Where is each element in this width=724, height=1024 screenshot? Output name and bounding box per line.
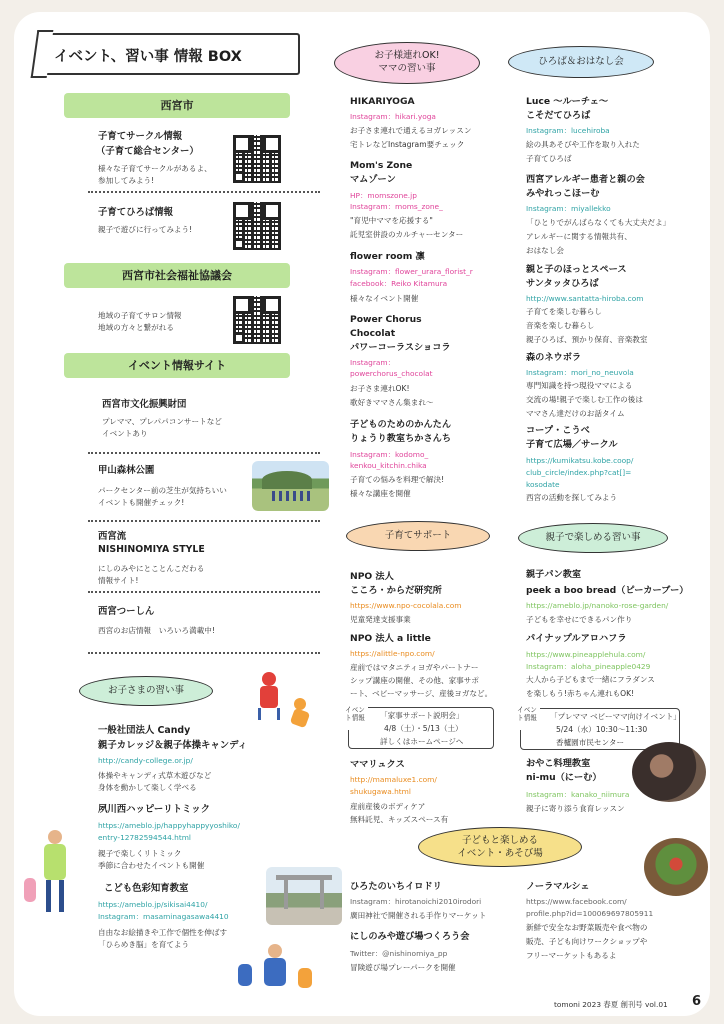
moms-desc: "育児中ママを応援する" bbox=[350, 216, 433, 225]
mamalux-desc: 産前産後のボディケア bbox=[350, 802, 426, 811]
style-desc: にしのみやにとことんこだわる bbox=[98, 564, 205, 573]
happy-link-2[interactable]: entry-12782594544.html bbox=[98, 833, 191, 842]
moms-title: Mom's Zone bbox=[350, 160, 413, 171]
chorus-desc: お子さま連れOK! bbox=[350, 384, 410, 393]
peek-title: 親子パン教室 bbox=[526, 569, 582, 580]
little-desc-3: ート、ベビーマッサージ、産後ヨガなど。 bbox=[350, 689, 493, 698]
color-title: こども色彩知育教室 bbox=[104, 883, 189, 894]
kid-legs bbox=[258, 708, 280, 720]
oyako-label: 親子で楽しめる習い事 bbox=[545, 532, 641, 543]
hiroba-title: 子育てひろば情報 bbox=[98, 207, 174, 218]
santa-title-2: サンタッタひろば bbox=[526, 278, 599, 289]
bunka-title: 西宮市文化振興財団 bbox=[102, 399, 187, 410]
pine-event-date: 5/24（水）10:30～11:30 bbox=[556, 725, 648, 734]
happy-desc-2: 季節に合わせたイベントも開催 bbox=[98, 861, 205, 870]
pine-instagram[interactable]: Instagram：aloha_pineapple0429 bbox=[526, 662, 651, 671]
tsushin-desc: 西宮のお店情報 いろいろ満載中! bbox=[98, 626, 215, 635]
tsushin-title: 西宮つーしん bbox=[98, 606, 155, 617]
circle-title-2: （子育て総合センター） bbox=[96, 146, 199, 157]
irodori-desc: 廣田神社で開催される手作りマーケット bbox=[350, 911, 487, 920]
qr-code-hiroba[interactable] bbox=[233, 202, 281, 250]
kitchen-title-2: りょうり教室ちかさんち bbox=[350, 433, 452, 444]
luce-instagram[interactable]: Instagram：lucehiroba bbox=[526, 126, 610, 135]
kabuto-desc: パークセンター前の芝生が気持ちいい bbox=[98, 486, 227, 495]
divider bbox=[88, 591, 320, 593]
nora-desc-2: 販売、子ども向けワークショップや bbox=[526, 937, 648, 946]
little-desc-2: シップ講座の開催、その他、家事サポ bbox=[350, 676, 479, 685]
family-illustration-left bbox=[22, 830, 78, 920]
circle-title: 子育てサークル情報 bbox=[98, 131, 183, 142]
pine-link[interactable]: https://www.pineapplehula.com/ bbox=[526, 650, 646, 659]
family-child bbox=[238, 964, 252, 986]
little-desc: 産前ではマタニティヨガやパートナー bbox=[350, 663, 479, 672]
candy-desc: 体操やキャンディ式草木遊びなど bbox=[98, 771, 212, 780]
mamalux-desc-2: 無料託児、キッズスペース有 bbox=[350, 815, 449, 824]
park-hill bbox=[262, 471, 312, 489]
flower-instagram[interactable]: Instagram：flower_urara_florist_r bbox=[350, 267, 473, 276]
luce-title-2: こそだてひろば bbox=[526, 110, 591, 121]
child-figure bbox=[24, 878, 36, 902]
asobi-bubble bbox=[418, 827, 582, 867]
coop-link[interactable]: https://kumikatsu.kobe.coop/ bbox=[526, 456, 634, 465]
section-shakyo: 西宮市社会福祉協議会 bbox=[64, 263, 290, 288]
pine-desc-2: を楽しもう!赤ちゃん連れもOK! bbox=[526, 689, 635, 698]
nimu-title: おやこ料理教室 bbox=[526, 758, 591, 769]
coop-desc: 西宮の活動を探してみよう bbox=[526, 493, 618, 502]
luce-title: Luce ～ルーチェ～ bbox=[526, 96, 609, 107]
style-title-2: NISHINOMIYA STYLE bbox=[98, 544, 205, 555]
pine-desc: 大人から子どもまで一緒にフラダンス bbox=[526, 675, 655, 684]
moms-instagram[interactable]: Instagram：moms_zone_ bbox=[350, 202, 443, 211]
nora-link[interactable]: https://www.facebook.com/ bbox=[526, 897, 627, 906]
style-title: 西宮流 bbox=[98, 531, 127, 542]
kitchen-title: 子どものためのかんたん bbox=[350, 419, 452, 430]
vegetable-photo bbox=[644, 838, 708, 896]
little-event: 「家事サポート説明会」 bbox=[380, 711, 464, 720]
nimu-title-2: ni-mu（にーむ） bbox=[526, 772, 602, 783]
asobi-bubble-line2: イベント・あそび場 bbox=[457, 848, 543, 859]
allergy-desc-2: アレルギーに関する情報共有、 bbox=[526, 232, 632, 241]
shakyo-desc: 地域の子育てサロン情報 bbox=[98, 311, 182, 320]
kid-body-orange bbox=[290, 708, 311, 729]
color-link[interactable]: https://ameblo.jp/sikisai4410/ bbox=[98, 900, 208, 909]
cooking-photo bbox=[632, 742, 706, 802]
color-desc: 自由なお絵描きや工作で個性を伸ばす bbox=[98, 928, 228, 937]
chorus-instagram[interactable]: Instagram： bbox=[350, 358, 395, 367]
family-adult-body bbox=[264, 958, 286, 986]
oyako-bubble bbox=[518, 523, 668, 553]
section-event-sites: イベント情報サイト bbox=[64, 353, 290, 378]
moms-lessons-bubble bbox=[334, 42, 480, 84]
kabuto-desc-2: イベントも開催チェック! bbox=[98, 498, 185, 507]
luce-desc-2: 子育てひろば bbox=[526, 154, 572, 163]
circle-desc-2: 参加してみよう! bbox=[98, 176, 155, 185]
family-child-2 bbox=[298, 968, 312, 988]
moms-bubble-line1: お子様連れOK! bbox=[374, 50, 440, 61]
cocola-link[interactable]: https://www.npo-cocolala.com bbox=[350, 601, 462, 610]
mori-desc: 専門知識を持つ現役ママによる bbox=[526, 381, 633, 390]
allergy-instagram[interactable]: Instagram：miyallekko bbox=[526, 204, 611, 213]
little-event-note: 詳しくはホームページへ bbox=[380, 737, 464, 746]
irodori-title: ひろたのいちイロドリ bbox=[350, 881, 442, 892]
asobi-desc: 冒険遊び場プレーパークを開催 bbox=[350, 963, 456, 972]
hikari-desc-2: 宅トレなどInstagram要チェック bbox=[350, 140, 465, 149]
happy-link[interactable]: https://ameblo.jp/happyhappyyoshiko/ bbox=[98, 821, 240, 830]
hiroba-bubble-label: ひろば＆おはなし会 bbox=[538, 56, 624, 67]
support-bubble bbox=[346, 521, 490, 551]
irodori-instagram[interactable]: Instagram：hirotanoichi2010irodori bbox=[350, 897, 482, 906]
allergy-title-2: みやれっこほーむ bbox=[526, 188, 600, 199]
mori-desc-2: 交流の場!親子で楽しむ工作の後は bbox=[526, 395, 643, 404]
page-number: 6 bbox=[692, 994, 702, 1009]
mori-desc-3: ママさん達だけのお話タイム bbox=[526, 409, 625, 418]
mori-title: 森のネウボラ bbox=[526, 352, 582, 363]
shrine-photo bbox=[266, 867, 342, 925]
hiroba-bubble bbox=[508, 46, 654, 78]
circle-desc: 様々な子育てサークルがあるよ、 bbox=[98, 164, 212, 173]
section-nishinomiya: 西宮市 bbox=[64, 93, 290, 118]
kid-body-red bbox=[260, 686, 278, 708]
cocola-title: NPO 法人 bbox=[350, 571, 394, 582]
pine-event-tag: イベント情報 bbox=[514, 704, 540, 730]
nimu-desc: 親子に寄り添う食育レッスン bbox=[526, 804, 625, 813]
kid-figure-red bbox=[262, 672, 276, 686]
flower-title: flower room 凛 bbox=[350, 251, 425, 262]
nora-desc-3: フリーマーケットもあるよ bbox=[526, 951, 617, 960]
santa-title: 親と子のほっとスペース bbox=[526, 264, 627, 275]
kids-lessons-label: お子さまの習い事 bbox=[107, 685, 184, 696]
pine-event: 「プレママ ベビーママ向けイベント」 bbox=[550, 712, 681, 721]
park-people bbox=[272, 491, 312, 501]
divider bbox=[88, 520, 320, 522]
mamalux-link-2[interactable]: shukugawa.html bbox=[350, 787, 411, 796]
asobi-twitter[interactable]: Twitter：@nishinomiya_pp bbox=[350, 949, 448, 958]
person-body bbox=[44, 844, 66, 880]
kitchen-desc: 子育ての悩みを料理で解決! bbox=[350, 475, 445, 484]
luce-desc: 絵の具あそびや工作を取り入れた bbox=[526, 140, 640, 149]
chorus-instagram-2[interactable]: powerchorus_chocolat bbox=[350, 369, 433, 378]
cocola-desc: 児童発達支援事業 bbox=[350, 615, 411, 624]
little-title: NPO 法人 a little bbox=[350, 633, 431, 644]
peek-title-2: peek a boo bread（ピーカーブー） bbox=[526, 585, 689, 596]
nimu-instagram[interactable]: Instagram：kanako_niimura bbox=[526, 790, 630, 799]
kabuto-title: 甲山森林公園 bbox=[98, 465, 155, 476]
hikari-instagram[interactable]: Instagram：hikari.yoga bbox=[350, 112, 436, 121]
divider bbox=[88, 452, 320, 454]
torii-posts bbox=[284, 879, 324, 909]
santa-desc-2: 音楽を楽しむ暮らし bbox=[526, 321, 595, 330]
qr-code-shakyo[interactable] bbox=[233, 296, 281, 344]
hikari-desc: お子さま連れで通えるヨガレッスン bbox=[350, 126, 472, 135]
divider bbox=[88, 191, 320, 193]
chorus-desc-2: 歌好きママさん集まれ～ bbox=[350, 398, 434, 407]
coop-title: コープ・こうべ bbox=[526, 425, 590, 436]
qr-code-circle[interactable] bbox=[233, 135, 281, 183]
chorus-title-2: Chocolat bbox=[350, 328, 396, 339]
nora-link-2[interactable]: profile.php?id=100069697805911 bbox=[526, 909, 654, 918]
kids-illustration bbox=[248, 668, 326, 734]
santa-link[interactable]: http://www.santatta-hiroba.com bbox=[526, 294, 644, 303]
asobi-title: にしのみや遊び場つくろう会 bbox=[350, 931, 470, 942]
chorus-title: Power Chorus bbox=[350, 314, 422, 325]
little-link[interactable]: https://alittle-npo.com/ bbox=[350, 649, 435, 658]
allergy-desc-3: おはなし会 bbox=[526, 246, 564, 255]
flower-desc: 様々なイベント開催 bbox=[350, 294, 419, 303]
moms-bubble-line2: ママの習い事 bbox=[378, 63, 436, 74]
family-illustration-bottom bbox=[232, 944, 324, 1010]
bunka-desc-2: イベントあり bbox=[102, 429, 148, 438]
hikari-title: HIKARIYOGA bbox=[350, 96, 415, 107]
pine-title: パイナップルアロハフラ bbox=[526, 633, 627, 644]
santa-desc-3: 親子ひろば、預かり保育、音楽教室 bbox=[526, 335, 648, 344]
moms-title-2: マムゾーン bbox=[350, 174, 396, 185]
allergy-desc: 「ひとりでがんばらなくても大丈夫だよ」 bbox=[526, 218, 671, 227]
person-legs bbox=[46, 880, 64, 912]
coop-link-3[interactable]: kosodate bbox=[526, 480, 560, 489]
moms-hp[interactable]: HP：momszone.jp bbox=[350, 191, 417, 200]
santa-desc: 子育てを楽しむ暮らし bbox=[526, 307, 602, 316]
peek-link[interactable]: https://ameblo.jp/nanoko-rose-garden/ bbox=[526, 601, 669, 610]
cocola-title-2: こころ・からだ研究所 bbox=[350, 585, 442, 596]
asobi-bubble-line1: 子どもと楽しめる bbox=[461, 835, 538, 846]
candy-title: 一般社団法人 Candy bbox=[98, 725, 191, 736]
chorus-title-3: パワーコーラスショコラ bbox=[350, 342, 451, 353]
candy-link[interactable]: http://candy-college.or.jp/ bbox=[98, 756, 193, 765]
moms-desc-2: 託児室併設のカルチャーセンター bbox=[350, 230, 464, 239]
nora-title: ノーラマルシェ bbox=[526, 881, 590, 892]
kitchen-desc-2: 様々な講座を開催 bbox=[350, 489, 411, 498]
family-adult bbox=[268, 944, 282, 958]
mamalux-link[interactable]: http://mamaluxe1.com/ bbox=[350, 775, 437, 784]
peek-desc: 子どもを幸せにできるパン作り bbox=[526, 615, 633, 624]
bunka-desc: プレママ、プレパパコンサートなど bbox=[102, 417, 222, 426]
happy-title: 夙川西ハッピーリトミック bbox=[98, 804, 210, 815]
little-event-date: 4/8（土）・5/13（土） bbox=[384, 724, 463, 733]
candy-desc-2: 身体を動かして楽しく学べる bbox=[98, 783, 197, 792]
footer-publication: tomoni 2023 春夏 創刊号 vol.01 bbox=[554, 1000, 668, 1009]
kitchen-instagram-2[interactable]: kenkou_kitchin.chika bbox=[350, 461, 427, 470]
happy-desc: 親子で楽しくリトミック bbox=[98, 849, 182, 858]
pine-event-place: 香櫨園市民センター bbox=[556, 738, 625, 747]
little-event-tag: イベント情報 bbox=[342, 704, 368, 730]
candy-title-2: 親子カレッジ＆親子体操キャンディ bbox=[98, 740, 248, 751]
coop-title-2: 子育て広場／サークル bbox=[526, 439, 618, 450]
flower-facebook[interactable]: facebook：Reiko Kitamura bbox=[350, 279, 448, 288]
support-label: 子育てサポート bbox=[384, 530, 452, 541]
color-desc-2: 「ひらめき脳」を育てよう bbox=[98, 940, 190, 949]
color-link-2[interactable]: Instagram：masaminagasawa4410 bbox=[98, 912, 229, 921]
nora-desc: 新鮮で安全なお野菜販売や食べ物の bbox=[526, 923, 648, 932]
shakyo-desc-2: 地域の方々と繋がれる bbox=[98, 323, 174, 332]
coop-link-2[interactable]: club_circle/index.php?cat[]= bbox=[526, 468, 632, 477]
divider bbox=[88, 652, 320, 654]
park-photo bbox=[252, 461, 329, 511]
allergy-title: 西宮アレルギー患者と親の会 bbox=[526, 174, 645, 185]
kitchen-instagram[interactable]: Instagram：kodomo_ bbox=[350, 450, 429, 459]
kids-lessons-bubble bbox=[79, 676, 213, 706]
hiroba-desc: 親子で遊びに行ってみよう! bbox=[98, 225, 193, 234]
mamalux-title: ママリュクス bbox=[350, 759, 405, 770]
page-title: イベント、習い事 情報 BOX bbox=[54, 49, 242, 65]
person-head bbox=[48, 830, 62, 844]
mori-instagram[interactable]: Instagram：mori_no_neuvola bbox=[526, 368, 634, 377]
style-desc-2: 情報サイト! bbox=[98, 576, 139, 585]
